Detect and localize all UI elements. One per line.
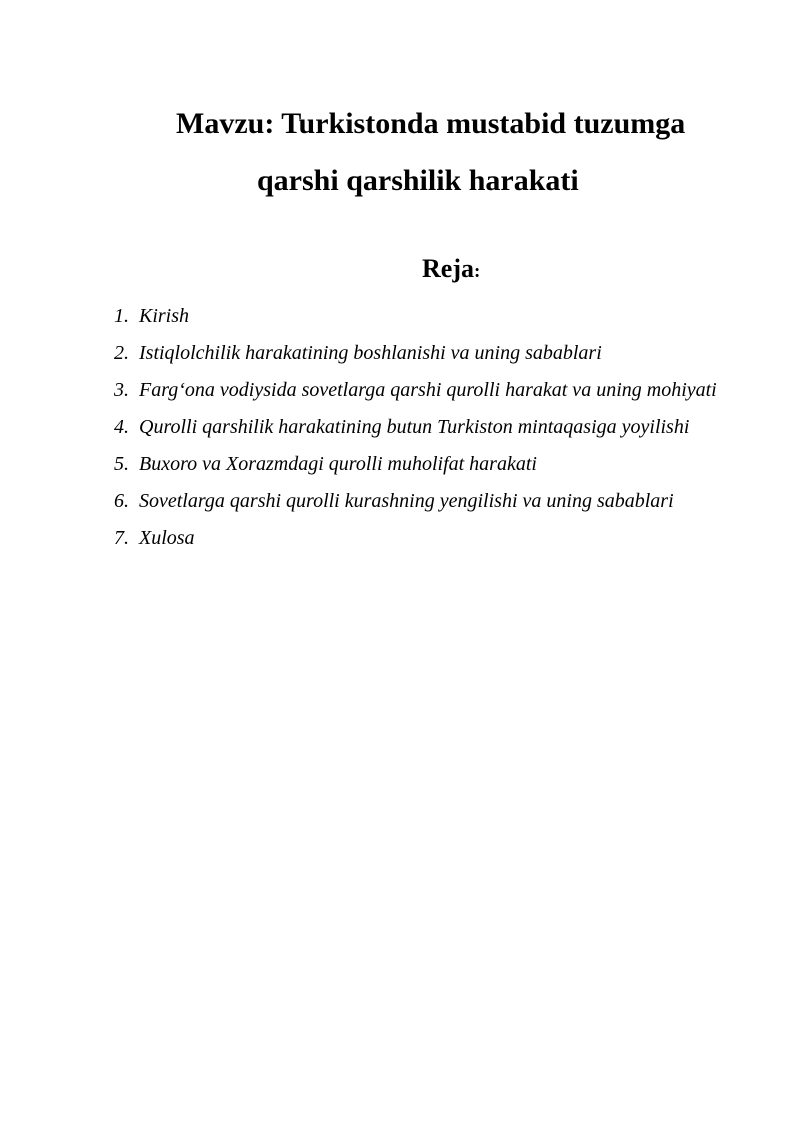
plan-item-1: [110, 298, 742, 335]
plan-item-text: Sovetlarga qarshi qurolli kurashning yengilishi va uning sabablari: [139, 490, 674, 512]
plan-item-text: Istiqlolchilik harakatining boshlanishi va uning sabablari: [139, 342, 602, 364]
plan-item-number: 3.: [114, 379, 129, 401]
plan-item-text: Qurolli qarshilik harakatining butun Turkiston mintaqasiga yoyilishi: [139, 416, 690, 438]
plan-item-7: [110, 520, 742, 557]
plan-item-number: 5.: [114, 453, 129, 475]
plan-item-number: 4.: [114, 416, 129, 438]
plan-item-text: Kirish: [139, 305, 190, 327]
plan-item-text: Farg‘ona vodiysida sovetlarga qarshi qurolli harakat va uning mohiyati: [139, 379, 717, 401]
plan-item-4: [110, 409, 742, 446]
plan-heading-text: Reja: [422, 254, 474, 283]
plan-item-3: [110, 372, 742, 409]
plan-list: [110, 298, 742, 557]
plan-heading-colon: :: [473, 261, 481, 282]
page-title-line-1: Mavzu: Turkistonda mustabid tuzumga: [176, 107, 686, 140]
plan-item-number: 6.: [114, 490, 129, 512]
plan-item-6: [110, 483, 742, 520]
page-title-line-2: qarshi qarshilik harakati: [257, 164, 579, 197]
plan-heading: [422, 253, 480, 288]
plan-item-number: 7.: [114, 527, 129, 549]
plan-item-text: Xulosa: [139, 527, 195, 549]
plan-item-5: [110, 446, 742, 483]
plan-item-text: Buxoro va Xorazmdagi qurolli muholifat harakati: [139, 453, 537, 475]
plan-item-2: [110, 335, 742, 372]
plan-item-number: 2.: [114, 342, 129, 364]
plan-item-number: 1.: [114, 305, 129, 327]
